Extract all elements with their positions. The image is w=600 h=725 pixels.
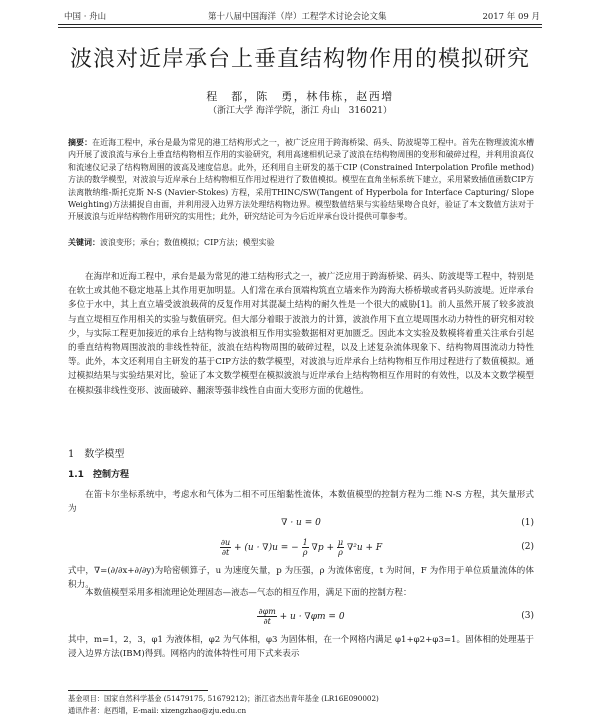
governing-eq-paragraph: 在笛卡尔坐标系统中，考虑水和气体为二相不可压缩黏性流体，本数值模型的控制方程为二维 N-S 方程，其矢量形式为 <box>68 490 534 515</box>
header-rule-thin <box>58 27 542 28</box>
equation-1-number: (1) <box>521 518 534 528</box>
header-proceedings: 第十八届中国海洋（岸）工程学术讨论会论文集 <box>208 12 387 22</box>
section-heading-1: 1 数学模型 <box>68 449 125 460</box>
header-location: 中国 · 舟山 <box>64 12 107 22</box>
affiliation: （浙江大学 海洋学院，浙江 舟山 316021） <box>207 106 393 116</box>
footnote-funding: 基金项目：国家自然科学基金 (51479175, 51679212)；浙江省杰出青年基金 (LR16E090002) <box>68 694 379 703</box>
equation-1-formula: ∇ · u = 0 <box>281 518 321 528</box>
equation-2-number: (2) <box>521 542 534 552</box>
section-heading-1-1: 1.1 控制方程 <box>68 470 129 480</box>
eq2-mid: + (u · ∇)u = − <box>234 543 299 553</box>
equation-3-number: (3) <box>521 611 534 621</box>
eq2-frac-du-dt: $\frac{\partial u}{\partial t}$ <box>220 538 231 557</box>
eq2-frac-1-rho: $\frac{1}{\rho}$ <box>302 538 308 557</box>
abstract <box>68 136 534 224</box>
keywords-text: 波浪变形；承台；数值模拟；CIP方法；模型实验 <box>100 238 275 247</box>
intro-paragraph: 在海岸和近海工程中，承台是最为常见的港工结构形式之一，被广泛应用于跨海桥梁、码头、防波堤等工程中，特别是在软土或其他不稳定地基上其作用更加明显。人们常在承台顶端构筑直立墙来作为跨海大桥桥墩或者码头防波堤。近岸承台多位于水中，其上直立墙受波浪载荷的反复作用对其混凝土结构的耐久性是一个很大的威胁[1]。前人虽然开展了较多波浪与直立堤相互作用相关的实验与数值研究。但大部分着眼于波浪力的计算，波浪作用下直立堤周围水动力特性的研究相对较少，与实际工程更加接近的承台上结构物与波浪相互作用实验数据相对更加匮乏。因此本文实验及数模将着重关注承台引起的垂直结构物周围波浪的非线性特征，波浪在结构物周围的破碎过程，以及上述复杂流体现象下、结构物周围流动力特性等。此外，本文还利用自主研发的基于CIP方法的数学模型，对波浪与近岸承台上结构物相互作用过程进行了数值模拟。通过模拟结果与实验结果对比，验证了本文数学模型在模拟波浪与近岸承台上结构物相互作用时的有效性，以及本文数学模型在模拟强非线性变形、波面破碎、翻滚等强非线性自由面大变形方面的优越性。 <box>68 272 534 396</box>
equation-2 <box>68 538 534 560</box>
paper-title: 波浪对近岸承台上垂直结构物作用的模拟研究 <box>69 47 530 72</box>
header-date: 2017 年 09 月 <box>482 12 540 22</box>
running-header <box>58 10 542 24</box>
equation-3-explanation: 其中，m=1，2，3，φ1 为液体相，φ2 为气体相，φ3 为固体相，在一个网格内满足 φ1+φ2+φ3=1。固体相的处理基于浸入边界方法(IBM)得到。网格内的流体特性可用下式来表示 <box>68 635 534 660</box>
eq3-rhs: + u · ∇φm = 0 <box>279 612 345 622</box>
footnote-corresponding-author: 通讯作者：赵西增，E-mail: xizengzhao@zju.edu.cn <box>68 706 247 715</box>
abstract-label: 摘要： <box>68 137 93 147</box>
keywords-label: 关键词： <box>68 237 100 247</box>
equation-3-intro: 本数值模型采用多相流理论处理固态—液态—气态的相互作用，满足下面的控制方程： <box>85 588 412 598</box>
equation-3 <box>68 607 534 629</box>
equation-1 <box>68 518 534 532</box>
keywords <box>68 237 534 248</box>
equation-2-explanation: 式中，∇=(∂/∂x+∂/∂y)为哈密顿算子，u 为速度矢量，p 为压强，ρ 为流体密度，t 为时间，F 为作用于单位质量流体的体积力。 <box>68 566 534 591</box>
footnote-rule <box>68 690 208 691</box>
header-rule-thick <box>58 24 542 25</box>
equation-2-formula <box>68 538 534 557</box>
eq2-frac-mu-rho: $\frac{\mu}{\rho}$ <box>337 538 344 557</box>
eq2-rhs: ∇²u + F <box>346 543 383 553</box>
eq3-frac-dphi-dt: $\frac{\partial\varphi m}{\partial t}$ <box>258 607 276 626</box>
equation-3-formula <box>68 607 534 626</box>
eq2-mid2: ∇p + <box>311 543 334 553</box>
author-list: 程 都，陈 勇，林伟栋，赵西增 <box>206 90 394 103</box>
abstract-text: 在近海工程中，承台是最为常见的港工结构形式之一，被广泛应用于跨海桥梁、码头、防波堤等工程中。首先在物理波流水槽内开展了波浪流与承台上垂直结构物相互作用的实验研究，利用高速相机记录了波浪在结构物周围的变形和破碎过程，并利用浪高仪和流速仪记录了结构物周围的波高及速度信息。此外，还利用自主研发的基于CIP (Constrained Interpolation Profile method)方法的数学模型，对波浪与近岸承台上结构物相互作用过程进行了数值模拟。模型在直角坐标系统下建立，采用紧致插值函数CIP方法离散纳维-斯托克斯 N-S (Navier-Stokes) 方程，采用THINC/SW(Tangent of Hyperbola for Interface Capturing/ Slope Weighting)方法捕捉自由面，并利用浸入边界方法处理结构物边界。模型数值结果与实验结果吻合良好，验证了本文数值方法对于开展波浪与近岸结构物作用研究的实用性；此外，研究结论可为今后近岸承台设计提供可靠参考。 <box>68 138 534 222</box>
